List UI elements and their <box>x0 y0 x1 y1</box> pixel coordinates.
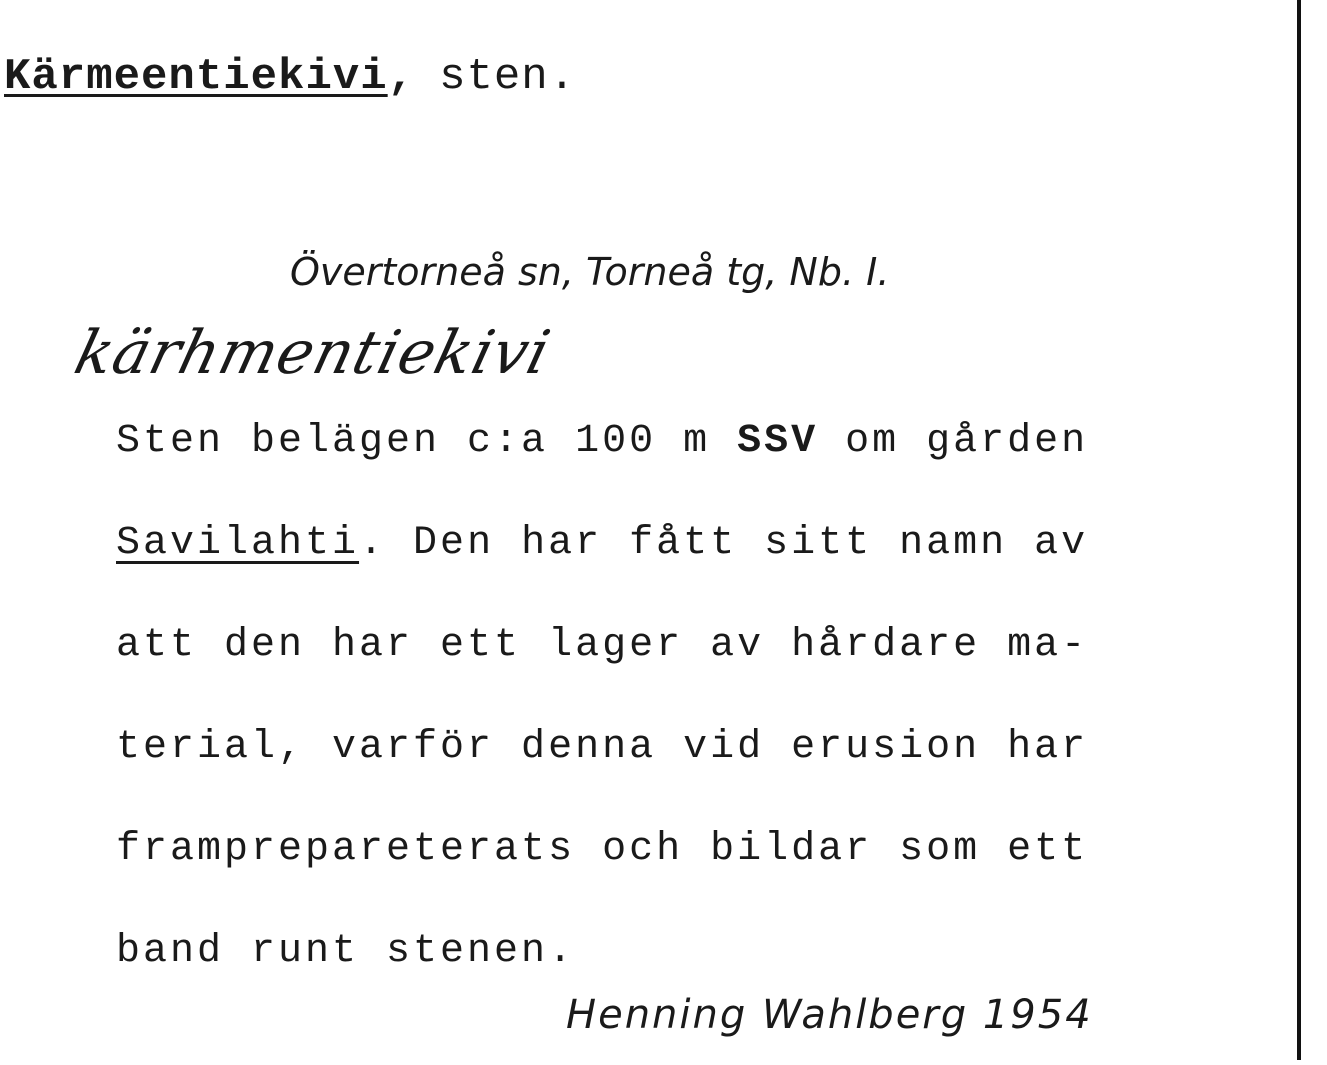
description-fragment: om gården <box>818 419 1089 464</box>
description-line: terial, varför denna vid erusion har <box>116 725 1089 770</box>
location-line: Övertorneå sn, Torneå tg, Nb. I. <box>290 250 890 294</box>
description-fragment: Sten belägen c:a 100 m <box>116 419 738 464</box>
description-line: framprepareterats och bildar som ett <box>116 827 1089 872</box>
handwritten-name: kärhmentiekivi <box>68 318 558 388</box>
description-text <box>116 412 1296 1002</box>
headword: Kärmeentiekivi <box>4 52 388 102</box>
description-fragment: . Den har fått sitt namn av <box>359 521 1089 566</box>
description-line <box>116 412 1296 514</box>
card-edge <box>1297 0 1301 1060</box>
object-type: sten. <box>439 52 577 102</box>
card-header <box>4 52 576 102</box>
farm-name: Savilahti <box>116 521 360 566</box>
signature: Henning Wahlberg 1954 <box>566 992 1093 1038</box>
direction-abbreviation: SSV <box>737 419 819 464</box>
description-line <box>116 514 1296 616</box>
description-line: att den har ett lager av hårdare ma- <box>116 623 1089 668</box>
headword-separator: , <box>387 52 416 102</box>
description-line: band runt stenen. <box>116 929 576 974</box>
